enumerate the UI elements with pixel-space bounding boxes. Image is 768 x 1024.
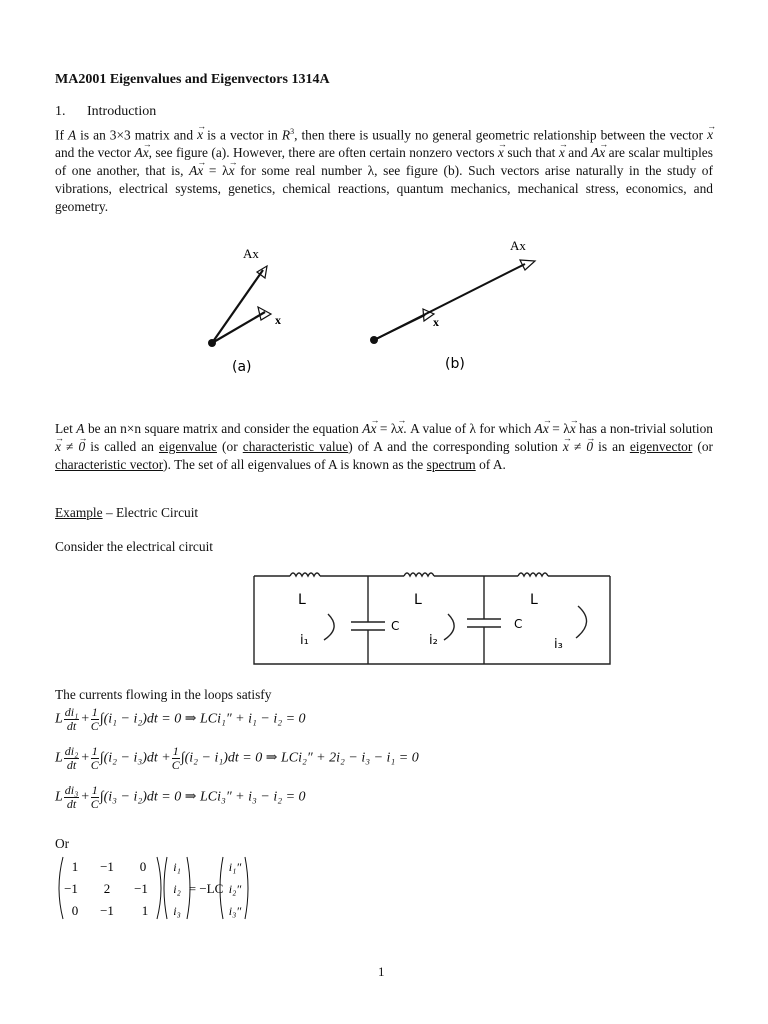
characteristic-vector-term: characteristic vector [55, 457, 164, 472]
matrix-cell-2-2: 1 [141, 903, 149, 918]
circuit-label-i3: i₃ [554, 637, 563, 652]
matrix-cell-2-0: 0 [71, 903, 79, 918]
intro-paragraph: If A is an 3×3 matrix and → x is a vector in $R^3$, then there is usually no general geometric relationship between the vector → x and the vector A→ x, see figure (a). However, there are often certain nonzero vectors → x such that → x and A→ x are scalar multiples of one another, that is, A→ x = λ→ x for some real number λ, see figure (b). Such vectors arise naturally in the study of vibrations, electrical systems, genetics, chemical reactions, quantum mechanics, mechanical stress, economics, and geometry. [55, 123, 713, 216]
matrix-cell-0-2: 0 [139, 859, 147, 874]
section-heading [55, 104, 156, 120]
equation-3: L $\frac{\text{di₃}}{dt}$ + $\frac{1}{C}$ ∫(i₃ − i₂)dt = 0 ⇒ LCi₃″ + i₃ − i₂ = 0 [55, 783, 306, 811]
matrix-cell-1-0: −1 [64, 881, 78, 896]
page-number: 1 [378, 964, 385, 979]
vector-figure [195, 238, 565, 383]
rhs-i1: i₁″ [228, 860, 242, 874]
matrix-cell-2-1: −1 [100, 903, 114, 918]
vector-i2: i₂ [173, 882, 181, 896]
figure-a-caption: (a) [232, 359, 252, 375]
document-title: MA2001 Eigenvalues and Eigenvectors 1314A [55, 72, 330, 87]
eigenvector-term: eigenvector [629, 439, 693, 454]
circuit-label-L2: L [414, 592, 422, 608]
figure-a-ax-label: Ax [243, 246, 259, 261]
section-title: Introduction [87, 104, 157, 119]
definition-paragraph: Let A be an n×n square matrix and consider the equation A→ x = λ→ x. A value of λ for which A→ x = λ→ x has a non-trivial solution → x ≠ → 0 is called an eigenvalue (or characteristic value) of A and the corresponding solution → x ≠ → 0 is an eigenvector (or characteristic vector). The set of all eigenvalues of A is known as the spectrum of A. [55, 420, 713, 474]
figure-b-caption: (b) [445, 356, 465, 372]
consider-text: Consider the electrical circuit [55, 539, 214, 554]
matrix-cell-0-0: 1 [71, 859, 79, 874]
circuit-label-L1: L [298, 592, 306, 608]
circuit-diagram [248, 566, 618, 672]
figure-a [208, 246, 281, 375]
equation-1: L $\frac{\text{di₁}}{dt}$ + $\frac{1}{C}$ ∫(i₁ − i₂)dt = 0 ⇒ LCi₁″ + i₁ − i₂ = 0 [55, 705, 306, 733]
section-number: 1. [55, 104, 66, 119]
or-text: Or [55, 836, 70, 851]
currents-text: The currents flowing in the loops satisfy [55, 687, 272, 702]
circuit-label-L3: L [530, 592, 538, 608]
circuit-label-C1: C [391, 619, 400, 633]
matrix-cell-1-1: 2 [103, 881, 111, 896]
matrix-cell-0-1: −1 [100, 859, 114, 874]
vector-i3: i₃ [173, 904, 181, 918]
minus-lc: = −LC [188, 881, 224, 896]
example-heading: Example – Electric Circuit [55, 505, 199, 520]
circuit-label-C2: C [514, 617, 523, 631]
rhs-i3: i₃″ [228, 904, 242, 918]
equation-2: L $\frac{\text{di₂}}{dt}$ + $\frac{1}{C}$ ∫(i₂ − i₃)dt + $\frac{1}{C}$ ∫(i₂ − i₁)dt = 0 ⇒ LCi₂″ + 2i₂ − i₃ − i₁ = 0 [55, 744, 419, 772]
figure-b [370, 238, 535, 372]
vector-i1: i₁ [173, 860, 181, 874]
rhs-i2: i₂″ [228, 882, 242, 896]
eigenvalue-term: eigenvalue [158, 439, 217, 454]
spectrum-term: spectrum [426, 457, 476, 472]
matrix-cell-1-2: −1 [134, 881, 148, 896]
circuit-label-i2: i₂ [429, 633, 438, 648]
figure-b-x-label: x [433, 315, 439, 329]
figure-a-x-label: x [275, 313, 281, 327]
characteristic-value-term: characteristic value [242, 439, 349, 454]
matrix-equation [55, 855, 255, 921]
figure-b-ax-label: Ax [510, 238, 526, 253]
circuit-label-i1: i₁ [300, 633, 309, 648]
